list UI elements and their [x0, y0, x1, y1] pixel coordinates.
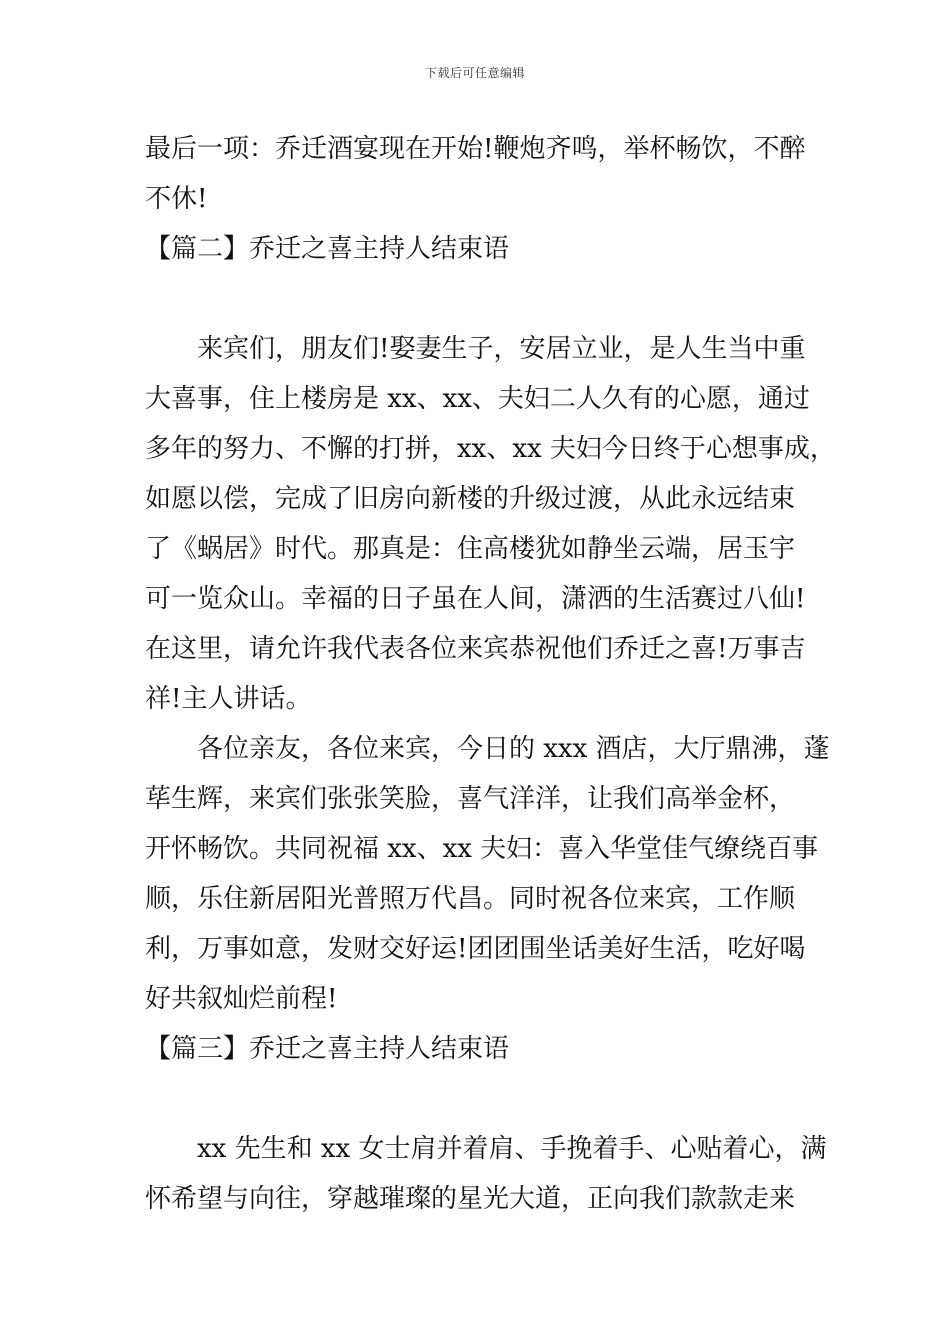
section-heading-3: 【篇三】乔迁之喜主持人结束语 — [145, 1034, 510, 1064]
paragraph-start: xx 先生和 xx 女士肩并着肩、手挽着手、心贴着心，满 — [197, 1134, 827, 1164]
text-line: 了《蜗居》时代。那真是：住高楼犹如静坐云端，居玉宇 — [145, 534, 796, 564]
blank-line — [145, 274, 835, 324]
text-line: 大喜事，住上楼房是 xx、xx、夫妇二人久有的心愿，通过 — [145, 384, 810, 414]
text-line: 怀希望与向往，穿越璀璨的星光大道，正向我们款款走来 — [145, 1184, 796, 1214]
text-line: 多年的努力、不懈的打拼，xx、xx 夫妇今日终于心想事成， — [145, 434, 836, 464]
text-line: 可一览众山。幸福的日子虽在人间，潇洒的生活赛过八仙! — [145, 584, 806, 614]
text-line: 开怀畅饮。共同祝福 xx、xx 夫妇：喜入华堂佳气缭绕百事 — [145, 834, 819, 864]
text-line: 好共叙灿烂前程! — [145, 984, 338, 1014]
paragraph-start: 来宾们，朋友们!娶妻生子，安居立业，是人生当中重 — [197, 334, 806, 364]
text-line: 最后一项：乔迁酒宴现在开始!鞭炮齐鸣，举杯畅饮，不醉 — [145, 134, 806, 164]
page-header-note: 下载后可任意编辑 — [424, 66, 525, 80]
text-line: 在这里，请允许我代表各位来宾恭祝他们乔迁之喜!万事吉 — [145, 634, 806, 664]
text-line: 如愿以偿，完成了旧房向新楼的升级过渡，从此永远结束 — [145, 484, 796, 514]
text-line: 利，万事如意，发财交好运!团团围坐话美好生活，吃好喝 — [145, 934, 806, 964]
blank-line — [145, 1074, 835, 1124]
text-line: 祥!主人讲话。 — [145, 684, 312, 714]
text-line: 荜生辉，来宾们张张笑脸，喜气洋洋，让我们高举金杯， — [145, 784, 796, 814]
paragraph-start: 各位亲友，各位来宾，今日的 xxx 酒店，大厅鼎沸，蓬 — [197, 734, 830, 764]
section-heading-2: 【篇二】乔迁之喜主持人结束语 — [145, 234, 510, 264]
document-body — [145, 124, 835, 1224]
text-line: 不休! — [145, 184, 208, 214]
text-line: 顺，乐住新居阳光普照万代昌。同时祝各位来宾，工作顺 — [145, 884, 796, 914]
